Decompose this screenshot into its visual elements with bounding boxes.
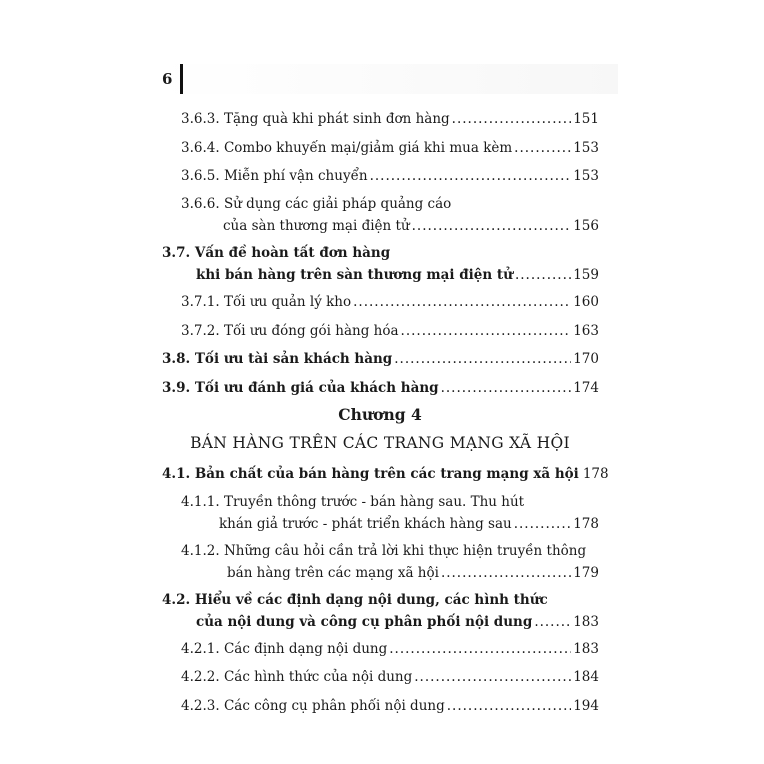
toc-entry-number: 3.7.1. — [181, 294, 220, 310]
toc-entry — [181, 193, 599, 237]
page-number: 6 — [162, 70, 173, 88]
toc-entry-page: 160 — [573, 294, 599, 310]
toc-leader-dots — [514, 137, 571, 159]
toc-leader-dots — [515, 264, 571, 286]
toc-leader-dots — [441, 562, 571, 584]
toc-leader-dots — [447, 695, 571, 717]
toc-entry — [181, 540, 599, 584]
toc-entry-title: Tối ưu đóng gói hàng hóa — [223, 323, 399, 339]
toc-entry-title: Combo khuyến mại/giảm giá khi mua kèm — [223, 140, 513, 156]
toc-entry-title-line2: khi bán hàng trên sàn thương mại điện tử — [196, 267, 513, 283]
toc-entry — [181, 291, 599, 313]
toc-entry-page: 170 — [573, 351, 599, 367]
toc-entry — [181, 137, 599, 159]
toc-entry — [181, 695, 599, 717]
toc-entry-number: 3.9. — [162, 380, 191, 396]
toc-entry-page: 156 — [573, 218, 599, 234]
toc-entry-page: 153 — [573, 168, 599, 184]
toc-entry-page: 194 — [573, 698, 599, 714]
toc-leader-dots — [370, 165, 572, 187]
toc-entry-number: 3.6.5. — [181, 168, 220, 184]
toc-entry-page: 183 — [573, 614, 599, 630]
toc-leader-dots — [412, 215, 572, 237]
toc-entry-title-line1: Sử dụng các giải pháp quảng cáo — [223, 196, 452, 212]
toc-entry-title-line1: Hiểu về các định dạng nội dung, các hình thức — [194, 592, 548, 608]
toc-entry-page: 163 — [573, 323, 599, 339]
toc-entry-title-line2: của sàn thương mại điện tử — [223, 218, 410, 234]
toc-leader-dots — [452, 108, 572, 130]
toc-entry — [181, 165, 599, 187]
toc-entry-title-line1: Những câu hỏi cần trả lời khi thực hiện truyền thông — [223, 543, 587, 559]
toc-entry — [181, 638, 599, 660]
toc-leader-dots — [401, 320, 572, 342]
toc-section — [162, 242, 599, 286]
toc-entry-number: 4.1. — [162, 466, 191, 482]
toc-entry-number: 4.1.1. — [181, 494, 220, 510]
toc-entry-page: 178 — [582, 466, 609, 482]
toc-leader-dots — [389, 638, 571, 660]
page-header — [158, 64, 618, 94]
toc-leader-dots — [534, 611, 571, 633]
toc-leader-dots — [441, 377, 572, 399]
toc-entry-page: 179 — [573, 565, 599, 581]
toc-entry — [181, 108, 599, 130]
toc-entry-title: Tối ưu đánh giá của khách hàng — [194, 380, 439, 396]
toc-entry-title: Miễn phí vận chuyển — [223, 168, 368, 184]
toc-entry — [181, 666, 599, 688]
toc-entry — [181, 491, 599, 535]
toc-entry-number: 3.6.4. — [181, 140, 220, 156]
chapter-title: BÁN HÀNG TRÊN CÁC TRANG MẠNG XÃ HỘI — [190, 434, 570, 452]
toc-entry-page: 178 — [573, 516, 599, 532]
toc-entry-title: Tối ưu quản lý kho — [223, 294, 352, 310]
toc-entry-number: 4.2.1. — [181, 641, 220, 657]
toc-leader-dots — [353, 291, 571, 313]
toc-entry-title: Tối ưu tài sản khách hàng — [194, 351, 393, 367]
toc-leader-dots — [514, 513, 572, 535]
toc-entry-number: 4.2.2. — [181, 669, 220, 685]
toc-entry-number: 4.2. — [162, 592, 191, 608]
toc-entry-number: 3.6.3. — [181, 111, 220, 127]
toc-leader-dots — [414, 666, 571, 688]
toc-section — [162, 377, 599, 399]
toc-entry-title-line2: bán hàng trên các mạng xã hội — [227, 565, 439, 581]
toc-entry-number: 3.6.6. — [181, 196, 220, 212]
toc-leader-dots — [394, 348, 571, 370]
toc-entry-page: 153 — [573, 140, 599, 156]
toc-entry-title: Các định dạng nội dung — [223, 641, 388, 657]
toc-entry-number: 4.2.3. — [181, 698, 220, 714]
toc-entry-number: 3.8. — [162, 351, 191, 367]
toc-entry-page: 174 — [573, 380, 599, 396]
toc-entry-title-line2: của nội dung và công cụ phân phối nội dung — [196, 614, 533, 630]
chapter-label: Chương 4 — [338, 405, 422, 424]
toc-entry-number: 3.7.2. — [181, 323, 220, 339]
toc-entry-title-line2: khán giả trước - phát triển khách hàng sau — [219, 516, 512, 532]
toc-entry-page: 159 — [573, 267, 599, 283]
toc-entry-title: Bản chất của bán hàng trên các trang mạng xã hội — [194, 466, 579, 482]
toc-entry-title: Các hình thức của nội dung — [223, 669, 413, 685]
toc-section — [162, 348, 599, 370]
toc-entry-title: Các công cụ phân phối nội dung — [223, 698, 445, 714]
toc-entry-title-line1: Truyền thông trước - bán hàng sau. Thu hút — [223, 494, 525, 510]
header-rule — [180, 64, 183, 94]
toc-entry-page: 183 — [573, 641, 599, 657]
toc-entry-title-line1: Vấn đề hoàn tất đơn hàng — [194, 245, 391, 261]
toc-entry-page: 184 — [573, 669, 599, 685]
toc-entry — [181, 320, 599, 342]
toc-entry-title: Tặng quà khi phát sinh đơn hàng — [223, 111, 450, 127]
toc-section — [162, 589, 599, 633]
toc-entry-page: 151 — [573, 111, 599, 127]
toc-section — [162, 463, 609, 485]
toc-entry-number: 4.1.2. — [181, 543, 220, 559]
toc-entry-number: 3.7. — [162, 245, 191, 261]
